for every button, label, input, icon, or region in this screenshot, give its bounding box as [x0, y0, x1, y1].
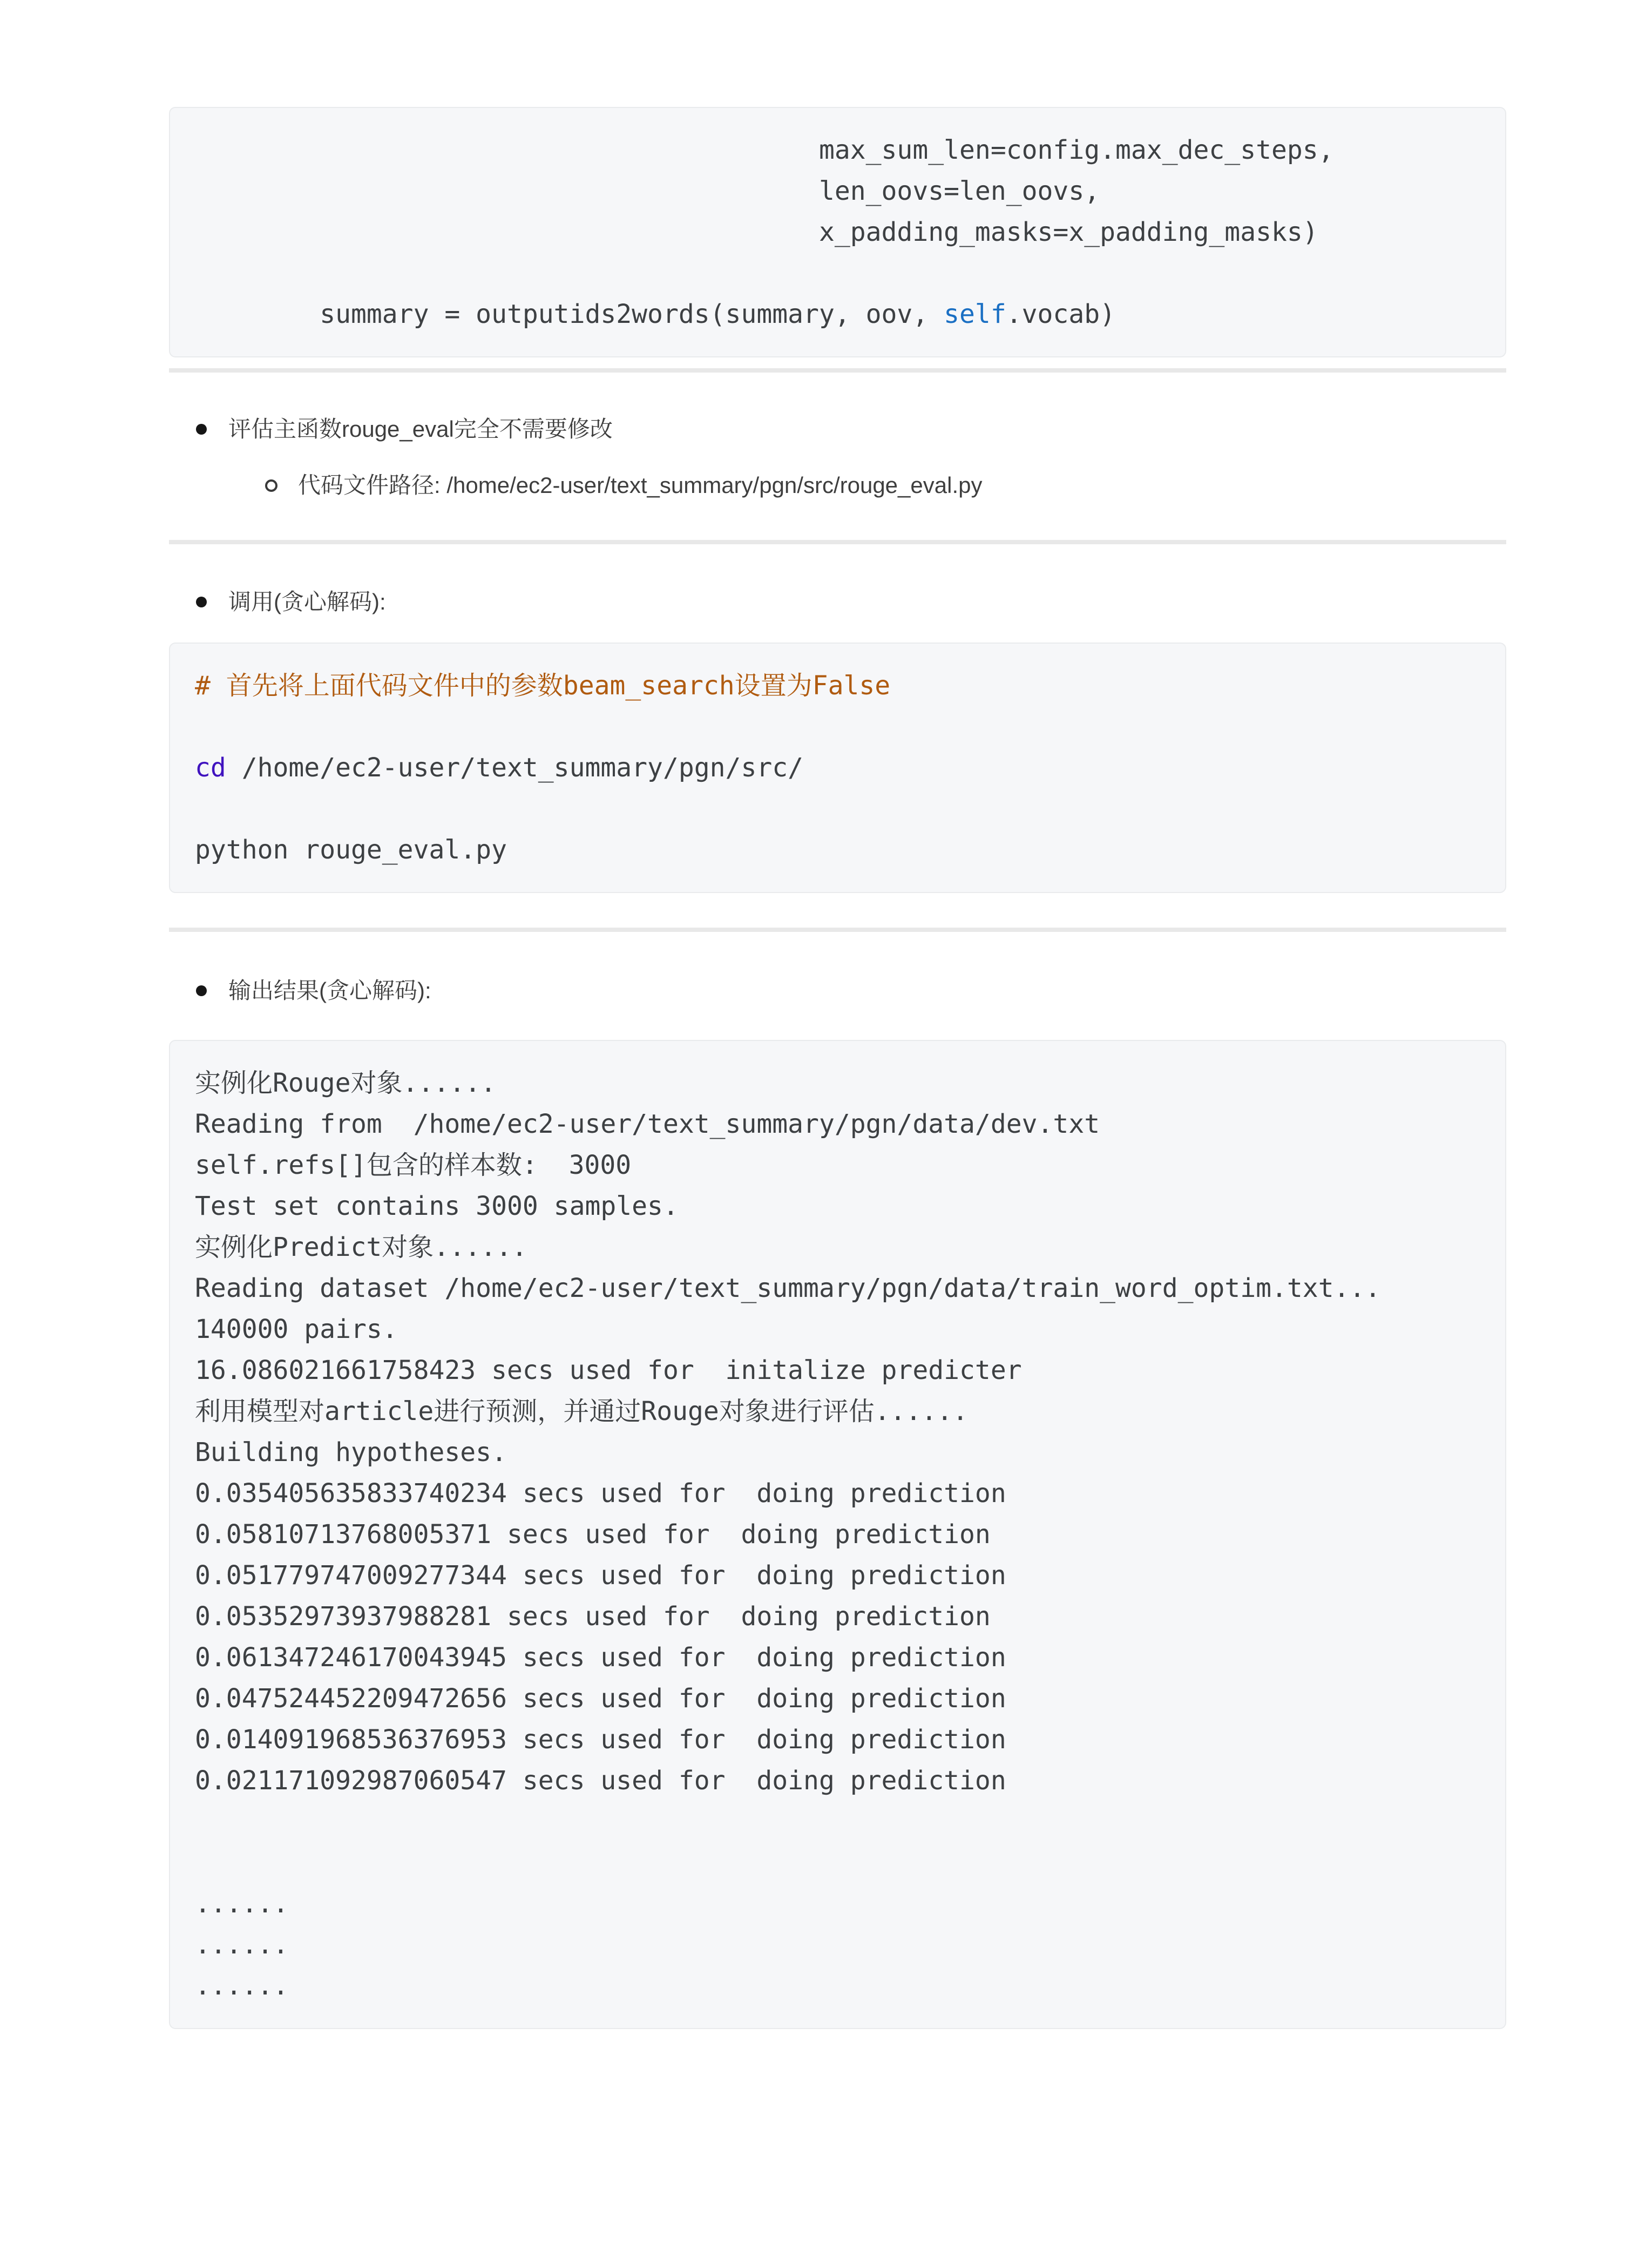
code-line: self.refs[]包含的样本数: 3000	[195, 1150, 632, 1180]
section-divider	[169, 540, 1506, 544]
list-item-call	[196, 586, 1506, 618]
list-item-output	[196, 975, 1506, 1006]
shell-code-block	[169, 643, 1506, 893]
list-item-text: 调用(贪心解码):	[228, 589, 386, 614]
section-divider	[169, 368, 1506, 373]
code-line: 0.05352973937988281 secs used for doing prediction	[195, 1601, 991, 1632]
code-line	[195, 788, 1480, 829]
code-line: cd /home/ec2-user/text_summary/pgn/src/	[195, 753, 804, 783]
code-line: Building hypotheses.	[195, 1437, 507, 1468]
section-divider	[169, 928, 1506, 932]
code-line: len_oovs=len_oovs,	[195, 176, 1100, 206]
code-line: 0.035405635833740234 secs used for doing prediction	[195, 1478, 1006, 1509]
list-item-text: 代码文件路径: /home/ec2-user/text_summary/pgn/src/rouge_eval.py	[298, 472, 983, 498]
code-line: summary = outputids2words(summary, oov, self.vocab)	[195, 299, 1116, 329]
code-line	[195, 1842, 1480, 1883]
code-line: python rouge_eval.py	[195, 835, 507, 865]
code-line: ......	[195, 1930, 289, 1960]
code-line: 0.014091968536376953 secs used for doing prediction	[195, 1725, 1006, 1755]
bullet-circle-icon	[265, 479, 277, 492]
code-line: # 首先将上面代码文件中的参数beam_search设置为False	[195, 671, 891, 701]
document-page	[169, 107, 1506, 2029]
code-line: Reading dataset /home/ec2-user/text_summary/pgn/data/train_word_optim.txt...	[195, 1273, 1381, 1303]
code-line: 利用模型对article进行预测，并通过Rouge对象进行评估......	[195, 1396, 969, 1426]
code-line: Test set contains 3000 samples.	[195, 1191, 679, 1221]
code-line: 实例化Predict对象......	[195, 1232, 527, 1262]
code-line: ......	[195, 1889, 289, 1919]
bullet-disc-icon	[196, 985, 207, 996]
code-line: 实例化Rouge对象......	[195, 1068, 496, 1098]
bullet-disc-icon	[196, 424, 207, 435]
code-line: x_padding_masks=x_padding_masks)	[195, 217, 1318, 247]
list-item-eval-path	[265, 470, 1506, 501]
code-line: 0.05810713768005371 secs used for doing prediction	[195, 1519, 991, 1550]
code-line: 0.051779747009277344 secs used for doing prediction	[195, 1560, 1006, 1591]
code-line: Reading from /home/ec2-user/text_summary/pgn/data/dev.txt	[195, 1109, 1100, 1139]
python-code-block	[169, 107, 1506, 357]
code-line: 140000 pairs.	[195, 1314, 398, 1344]
code-line: 0.061347246170043945 secs used for doing prediction	[195, 1642, 1006, 1673]
code-line	[195, 706, 1480, 747]
code-line	[195, 1801, 1480, 1842]
list-item-eval	[196, 414, 1506, 445]
code-line: ......	[195, 1971, 289, 2001]
list-item-text: 评估主函数rouge_eval完全不需要修改	[228, 416, 613, 442]
code-line	[195, 253, 1480, 294]
bullet-disc-icon	[196, 597, 207, 607]
console-output-block	[169, 1040, 1506, 2029]
code-line: 0.047524452209472656 secs used for doing prediction	[195, 1683, 1006, 1714]
code-line: max_sum_len=config.max_dec_steps,	[195, 135, 1334, 165]
code-line: 16.086021661758423 secs used for initalize predicter	[195, 1355, 1022, 1385]
list-item-text: 输出结果(贪心解码):	[228, 978, 431, 1003]
code-line: 0.021171092987060547 secs used for doing prediction	[195, 1766, 1006, 1796]
